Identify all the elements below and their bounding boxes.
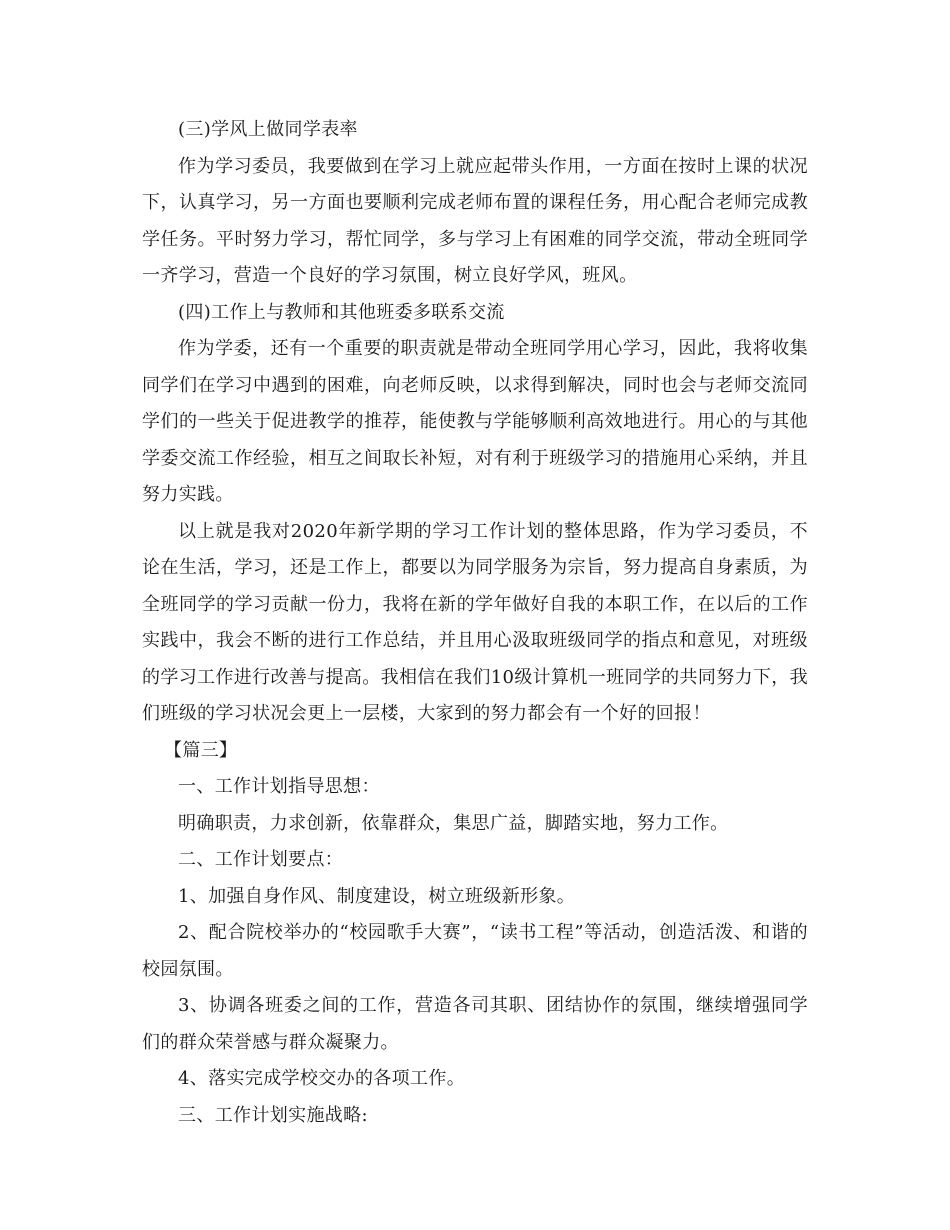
heading-guiding-idea: 一、工作计划指导思想： [178,776,380,797]
paragraph-study-role: 作为学习委员，我要做到在学习上就应起带头作用，一方面在按时上课的状况下，认真学习，另一方面也要顺利完成老师布置的课程任务，用心配合老师完成教学任务。平时努力学习，帮忙同学，多与学习上有困难的同学交流，带动全班同学一齐学习，营造一个良好的学习氛围，树立良好学风，班风。 [142,155,808,286]
paragraph-summary: 以上就是我对2020年新学期的学习工作计划的整体思路，作为学习委员，不论在生活，学习，还是工作上，都要以为同学服务为宗旨，努力提高自身素质，为全班同学的学习贡献一份力，我将在新的学年做好自我的本职工作，在以后的工作实践中，我会不断的进行工作总结，并且用心汲取班级同学的指点和意见，对班级的学习工作进行改善与提高。我相信在我们10级计算机一班同学的共同努力下，我们班级的学习状况会更上一层楼，大家到的努力都会有一个好的回报！ [142,520,808,724]
heading-key-points: 二、工作计划要点： [178,849,344,870]
paragraph-guiding-idea: 明确职责，力求创新，依靠群众，集思广益，脚踏实地，努力工作。 [178,812,729,834]
list-item-4: 4、落实完成学校交办的各项工作。 [178,1068,466,1089]
list-item-3: 3、协调各班委之间的工作，营造各司其职、团结协作的氛围，继续增强同学们的群众荣誉感与群众凝聚力。 [142,995,808,1053]
section-heading-study-style: (三)学风上做同学表率 [178,119,358,140]
document-page [142,112,808,1134]
paragraph-communication: 作为学委，还有一个重要的职责就是带动全班同学用心学习，因此，我将收集同学们在学习中遇到的困难，向老师反映，以求得到解决，同时也会与老师交流同学们的一些关于促进教学的推荐，能使教与学能够顺利高效地进行。用心的与其他学委交流工作经验，相互之间取长补短，对有利于班级学习的措施用心采纳，并且努力实践。 [142,338,808,505]
list-item-2: 2、配合院校举办的“校园歌手大赛”，“读书工程”等活动，创造活泼、和谐的校园氛围。 [142,922,808,980]
heading-strategy: 三、工作计划实施战略: [178,1104,368,1126]
section-tag-part-three: 【篇三】 [164,739,238,761]
list-item-1: 1、加强自身作风、制度建设，树立班级新形象。 [178,885,576,907]
section-heading-communication: (四)工作上与教师和其他班委多联系交流 [178,301,505,323]
